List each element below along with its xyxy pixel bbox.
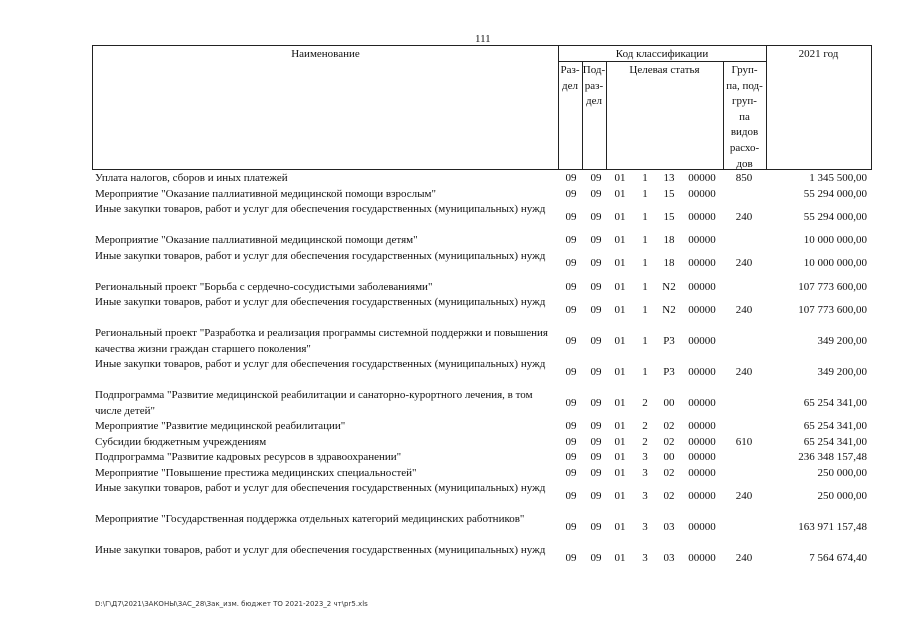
podrazdel-cell: 09	[590, 187, 602, 200]
amount-cell: 236 348 157,48	[798, 451, 867, 463]
event-code-cell: P3	[663, 365, 675, 378]
event-code-cell: 03	[663, 551, 675, 564]
program-code-cell: 01	[614, 257, 626, 270]
direction-code-cell: 00000	[688, 551, 716, 564]
subprogram-code-cell: 1	[642, 172, 648, 184]
direction-code-cell: 00000	[688, 520, 716, 533]
header-target: Целевая статья	[629, 64, 700, 76]
razdel-cell: 09	[565, 234, 577, 246]
subprogram-code-cell: 1	[642, 280, 648, 293]
expense-type-cell: 240	[735, 551, 753, 564]
podrazdel-cell: 09	[590, 420, 602, 432]
amount-cell: 250 000,00	[817, 489, 867, 502]
file-path: D:\Г\Д7\2021\ЗАКОНЫ\ЗАС_28\Зак_изм. бюджет ТО 2021-2023_2 чт\pr5.xls	[95, 600, 368, 608]
amount-cell: 10 000 000,00	[803, 257, 867, 270]
razdel-cell: 09	[565, 520, 577, 533]
podrazdel-cell: 09	[590, 489, 602, 502]
direction-code-cell: 00000	[688, 172, 716, 184]
amount-cell: 1 345 500,00	[809, 172, 867, 184]
header-code: Код классификации	[615, 48, 709, 60]
header-group: Груп- па, под- груп- па видов расхо- дов	[726, 64, 763, 170]
table-row	[92, 233, 872, 249]
podrazdel-cell: 09	[590, 172, 602, 184]
row-name: Иные закупки товаров, работ и услуг для обеспечения государственных (муниципальных) нужд	[95, 249, 546, 262]
table-row	[92, 280, 872, 296]
razdel-cell: 09	[565, 466, 577, 479]
podrazdel-cell: 09	[590, 334, 602, 347]
program-code-cell: 01	[614, 551, 626, 564]
subprogram-code-cell: 1	[642, 365, 648, 378]
podrazdel-cell: 09	[590, 303, 602, 316]
row-name: Иные закупки товаров, работ и услуг для обеспечения государственных (муниципальных) нужд	[95, 203, 546, 215]
amount-cell: 107 773 600,00	[798, 280, 867, 293]
podrazdel-cell: 09	[590, 396, 602, 409]
row-name: Мероприятие "Оказание паллиативной медицинской помощи детям"	[95, 234, 418, 246]
subprogram-code-cell: 1	[642, 187, 648, 200]
podrazdel-cell: 09	[590, 210, 602, 223]
amount-cell: 7 564 674,40	[809, 551, 867, 564]
table-row	[92, 249, 872, 280]
program-code-cell: 01	[614, 520, 626, 533]
event-code-cell: P3	[663, 334, 675, 347]
amount-cell: 250 000,00	[817, 466, 867, 479]
table-row	[92, 295, 872, 326]
podrazdel-cell: 09	[590, 435, 602, 448]
podrazdel-cell: 09	[590, 551, 602, 564]
razdel-cell: 09	[565, 210, 577, 223]
direction-code-cell: 00000	[688, 280, 716, 293]
direction-code-cell: 00000	[688, 420, 716, 432]
program-code-cell: 01	[614, 172, 626, 184]
amount-cell: 65 254 341,00	[803, 396, 867, 409]
subprogram-code-cell: 3	[642, 466, 648, 479]
table-row	[92, 202, 872, 233]
subprogram-code-cell: 3	[642, 520, 648, 533]
razdel-cell: 09	[565, 420, 577, 432]
table-row	[92, 450, 872, 466]
header-name: Наименование	[291, 48, 360, 60]
subprogram-code-cell: 3	[642, 551, 648, 564]
table-row	[92, 466, 872, 482]
table-row	[92, 512, 872, 543]
event-code-cell: 15	[663, 187, 675, 200]
amount-cell: 349 200,00	[817, 334, 867, 347]
razdel-cell: 09	[565, 451, 577, 463]
event-code-cell: 15	[663, 210, 675, 223]
podrazdel-cell: 09	[590, 466, 602, 479]
row-name: Уплата налогов, сборов и иных платежей	[95, 172, 288, 184]
direction-code-cell: 00000	[688, 187, 716, 200]
table-row	[92, 543, 872, 574]
program-code-cell: 01	[614, 234, 626, 246]
podrazdel-cell: 09	[590, 365, 602, 378]
event-code-cell: 13	[663, 172, 675, 184]
amount-cell: 10 000 000,00	[803, 234, 867, 246]
podrazdel-cell: 09	[590, 520, 602, 533]
razdel-cell: 09	[565, 435, 577, 448]
row-name: Субсидии бюджетным учреждениям	[95, 435, 267, 448]
amount-cell: 65 254 341,00	[803, 435, 867, 448]
podrazdel-cell: 09	[590, 451, 602, 463]
row-name: Иные закупки товаров, работ и услуг для обеспечения государственных (муниципальных) нужд	[95, 544, 546, 556]
subprogram-code-cell: 3	[642, 451, 648, 463]
direction-code-cell: 00000	[688, 466, 716, 479]
program-code-cell: 01	[614, 435, 626, 448]
header-podrazdel: Под- раз- дел	[582, 64, 606, 108]
program-code-cell: 01	[614, 466, 626, 479]
amount-cell: 163 971 157,48	[798, 520, 867, 533]
row-name: Региональный проект "Борьба с сердечно-сосудистыми заболеваниями"	[95, 280, 433, 293]
expense-type-cell: 610	[735, 435, 753, 448]
table-row	[92, 171, 872, 187]
program-code-cell: 01	[614, 420, 626, 432]
razdel-cell: 09	[565, 280, 577, 293]
subprogram-code-cell: 1	[642, 257, 648, 270]
razdel-cell: 09	[565, 172, 577, 184]
table-row	[92, 326, 872, 357]
event-code-cell: 03	[663, 520, 675, 533]
program-code-cell: 01	[614, 451, 626, 463]
event-code-cell: N2	[662, 280, 676, 293]
event-code-cell: 02	[663, 466, 675, 479]
row-name: Иные закупки товаров, работ и услуг для обеспечения государственных (муниципальных) нужд	[95, 358, 546, 370]
razdel-cell: 09	[565, 365, 577, 378]
event-code-cell: 00	[663, 451, 675, 463]
razdel-cell: 09	[565, 396, 577, 409]
subprogram-code-cell: 2	[642, 396, 648, 409]
row-name: Мероприятие "Повышение престижа медицинских специальностей"	[95, 466, 417, 479]
program-code-cell: 01	[614, 365, 626, 378]
podrazdel-cell: 09	[590, 234, 602, 246]
subprogram-code-cell: 3	[642, 489, 648, 502]
event-code-cell: 02	[663, 489, 675, 502]
event-code-cell: N2	[662, 303, 676, 316]
direction-code-cell: 00000	[688, 365, 716, 378]
subprogram-code-cell: 2	[642, 420, 648, 432]
amount-cell: 107 773 600,00	[798, 303, 867, 316]
razdel-cell: 09	[565, 334, 577, 347]
direction-code-cell: 00000	[688, 210, 716, 223]
table-header	[92, 45, 872, 170]
row-name: Иные закупки товаров, работ и услуг для обеспечения государственных (муниципальных) нужд	[95, 482, 546, 494]
subprogram-code-cell: 1	[642, 303, 648, 316]
row-name: Мероприятие "Развитие медицинской реабилитации"	[95, 420, 346, 432]
razdel-cell: 09	[565, 551, 577, 564]
row-name: Подпрограмма "Развитие медицинской реабилитации и санаторно-курортного лечения, в том числе детей"	[95, 389, 533, 417]
table-row	[92, 435, 872, 451]
razdel-cell: 09	[565, 187, 577, 200]
expense-type-cell: 240	[735, 257, 753, 270]
razdel-cell: 09	[565, 303, 577, 316]
header-year: 2021 год	[798, 48, 839, 60]
amount-cell: 55 294 000,00	[803, 187, 867, 200]
header-razdel: Раз- дел	[560, 64, 580, 92]
expense-type-cell: 240	[735, 210, 753, 223]
program-code-cell: 01	[614, 280, 626, 293]
direction-code-cell: 00000	[688, 257, 716, 270]
direction-code-cell: 00000	[688, 396, 716, 409]
program-code-cell: 01	[614, 210, 626, 223]
row-name: Иные закупки товаров, работ и услуг для обеспечения государственных (муниципальных) нужд	[95, 296, 546, 308]
program-code-cell: 01	[614, 396, 626, 409]
subprogram-code-cell: 1	[642, 334, 648, 347]
podrazdel-cell: 09	[590, 280, 602, 293]
row-name: Мероприятие "Оказание паллиативной медицинской помощи взрослым"	[95, 187, 436, 200]
razdel-cell: 09	[565, 257, 577, 270]
page-number: 111	[475, 33, 491, 45]
direction-code-cell: 00000	[688, 303, 716, 316]
table-row	[92, 481, 872, 512]
table-row	[92, 419, 872, 435]
event-code-cell: 02	[663, 435, 675, 448]
amount-cell: 349 200,00	[817, 365, 867, 378]
amount-cell: 65 254 341,00	[803, 420, 867, 432]
subprogram-code-cell: 1	[642, 210, 648, 223]
direction-code-cell: 00000	[688, 489, 716, 502]
program-code-cell: 01	[614, 187, 626, 200]
table-row	[92, 187, 872, 203]
program-code-cell: 01	[614, 489, 626, 502]
expense-type-cell: 240	[735, 489, 753, 502]
row-name: Мероприятие "Государственная поддержка отдельных категорий медицинских работников"	[95, 513, 525, 525]
direction-code-cell: 00000	[688, 334, 716, 347]
expense-type-cell: 240	[735, 303, 753, 316]
event-code-cell: 02	[663, 420, 675, 432]
row-name: Подпрограмма "Развитие кадровых ресурсов в здравоохранении"	[95, 451, 402, 463]
expense-type-cell: 240	[735, 365, 753, 378]
direction-code-cell: 00000	[688, 451, 716, 463]
expense-type-cell: 850	[735, 172, 753, 184]
event-code-cell: 18	[663, 257, 675, 270]
row-name: Региональный проект "Разработка и реализация программы системной поддержки и повышения качества жизни граждан старшего поколения"	[95, 327, 548, 355]
amount-cell: 55 294 000,00	[803, 210, 867, 223]
program-code-cell: 01	[614, 303, 626, 316]
event-code-cell: 18	[663, 234, 675, 246]
divider	[766, 46, 767, 169]
razdel-cell: 09	[565, 489, 577, 502]
table-row	[92, 388, 872, 419]
table-row	[92, 357, 872, 388]
subprogram-code-cell: 1	[642, 234, 648, 246]
event-code-cell: 00	[663, 396, 675, 409]
direction-code-cell: 00000	[688, 234, 716, 246]
direction-code-cell: 00000	[688, 435, 716, 448]
subprogram-code-cell: 2	[642, 435, 648, 448]
podrazdel-cell: 09	[590, 257, 602, 270]
program-code-cell: 01	[614, 334, 626, 347]
